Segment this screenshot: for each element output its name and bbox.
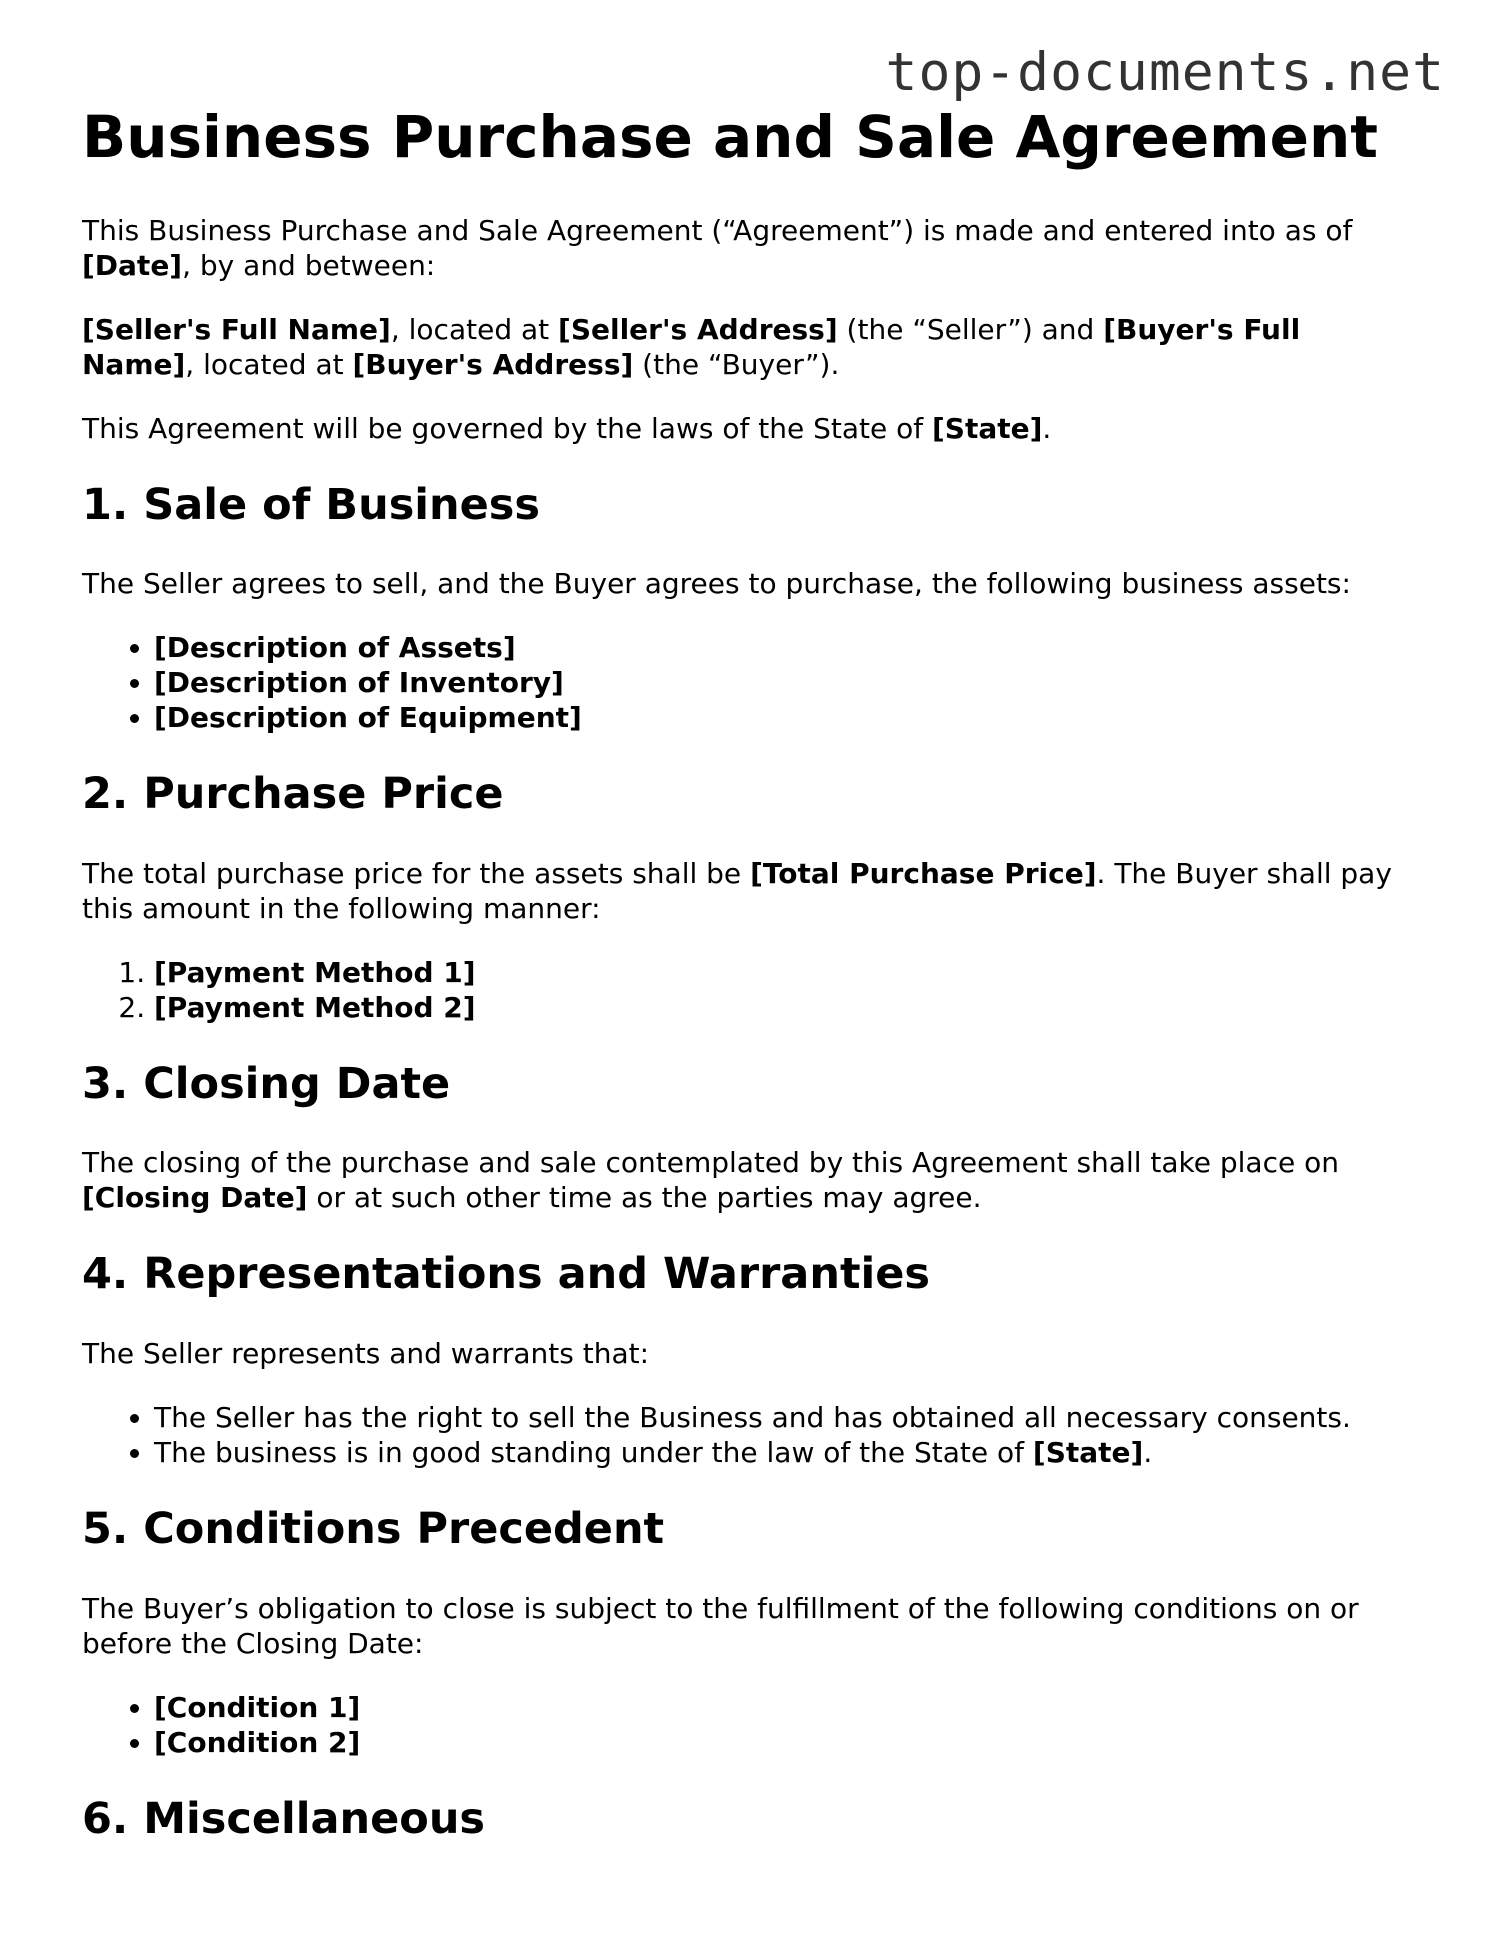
document-page bbox=[82, 40, 1422, 1845]
list-item bbox=[154, 630, 1422, 665]
state-placeholder: [State] bbox=[932, 411, 1043, 445]
seller-address-placeholder: [Seller's Address] bbox=[558, 312, 838, 346]
section-heading-miscellaneous: 6. Miscellaneous bbox=[82, 1793, 486, 1844]
payment-method-placeholder: [Payment Method 2] bbox=[154, 990, 476, 1024]
buyer-address-placeholder: [Buyer's Address] bbox=[352, 347, 634, 381]
price-text: The total purchase price for the assets shall be bbox=[82, 856, 751, 890]
seller-name-placeholder: [Seller's Full Name] bbox=[82, 312, 391, 346]
conditions-list bbox=[82, 1690, 1422, 1760]
list-item bbox=[154, 1690, 1422, 1725]
buyer-name-placeholder: [Buyer's Full Name] bbox=[82, 312, 1301, 381]
equipment-placeholder: [Description of Equipment] bbox=[154, 701, 582, 735]
intro-paragraph bbox=[82, 213, 1422, 283]
law-text: This Agreement will be governed by the laws of the State of bbox=[82, 411, 932, 445]
parties-paragraph bbox=[82, 312, 1422, 382]
list-item bbox=[154, 990, 1422, 1025]
section-heading-conditions-precedent: 5. Conditions Precedent bbox=[82, 1504, 665, 1555]
section-heading-sale-of-business: 1. Sale of Business bbox=[82, 479, 540, 530]
intro-text-end: , by and between: bbox=[182, 248, 436, 282]
date-placeholder: [Date] bbox=[82, 248, 183, 282]
list-item: • The Seller has the right to sell the Business and has obtained all necessary consents. bbox=[154, 1400, 1422, 1435]
closing-text: The closing of the purchase and sale contemplated by this Agreement shall take place on bbox=[82, 1146, 1339, 1180]
total-price-placeholder: [Total Purchase Price] bbox=[750, 856, 1097, 890]
price-text-end: . The Buyer shall pay this amount in the following manner: bbox=[82, 856, 1392, 925]
closing-date-placeholder: [Closing Date] bbox=[82, 1181, 308, 1215]
list-item bbox=[154, 700, 1422, 735]
assets-list bbox=[82, 630, 1422, 735]
list-item bbox=[154, 1435, 1422, 1470]
state-placeholder: [State] bbox=[1032, 1436, 1144, 1470]
section-heading-purchase-price: 2. Purchase Price bbox=[82, 769, 504, 820]
parties-text: (the “Seller”) and bbox=[837, 312, 1104, 346]
warranty-text: The business is in good standing under the law of the State of bbox=[154, 1436, 1033, 1470]
section-heading-closing-date: 3. Closing Date bbox=[82, 1058, 451, 1109]
section-text-conditions-precedent: The Buyer’s obligation to close is subject to the fulfillment of the following conditions on or before the Closing Date: bbox=[82, 1591, 1359, 1660]
list-item bbox=[154, 955, 1422, 990]
intro-text: This Business Purchase and Sale Agreement (“Agreement”) is made and entered into as of bbox=[82, 213, 1353, 247]
section-text-sale-of-business: The Seller agrees to sell, and the Buyer agrees to purchase, the following business assets: bbox=[82, 567, 1351, 601]
parties-text: (the “Buyer”). bbox=[633, 347, 840, 381]
asset-placeholder: [Description of Assets] bbox=[154, 631, 516, 665]
section-text-closing-date bbox=[82, 1145, 1422, 1215]
parties-text: , located at bbox=[390, 312, 559, 346]
list-item bbox=[154, 1725, 1422, 1760]
condition-placeholder: [Condition 1] bbox=[154, 1690, 361, 1724]
section-text-representations: The Seller represents and warrants that: bbox=[82, 1337, 650, 1371]
list-item bbox=[154, 665, 1422, 700]
condition-placeholder: [Condition 2] bbox=[154, 1725, 361, 1759]
payment-methods-list bbox=[82, 955, 1422, 1025]
inventory-placeholder: [Description of Inventory] bbox=[154, 666, 564, 700]
section-text-purchase-price bbox=[82, 856, 1422, 926]
warranties-list bbox=[82, 1400, 1422, 1470]
law-text-end: . bbox=[1042, 411, 1052, 445]
document-title: Business Purchase and Sale Agreement bbox=[82, 103, 1378, 171]
watermark: top-documents.net bbox=[885, 42, 1445, 103]
governing-law-paragraph bbox=[82, 411, 1422, 446]
closing-text-end: or at such other time as the parties may agree. bbox=[307, 1181, 982, 1215]
section-heading-representations: 4. Representations and Warranties bbox=[82, 1249, 930, 1300]
warranty-text-end: . bbox=[1143, 1436, 1153, 1470]
payment-method-placeholder: [Payment Method 1] bbox=[154, 955, 476, 989]
parties-text: , located at bbox=[185, 347, 353, 381]
